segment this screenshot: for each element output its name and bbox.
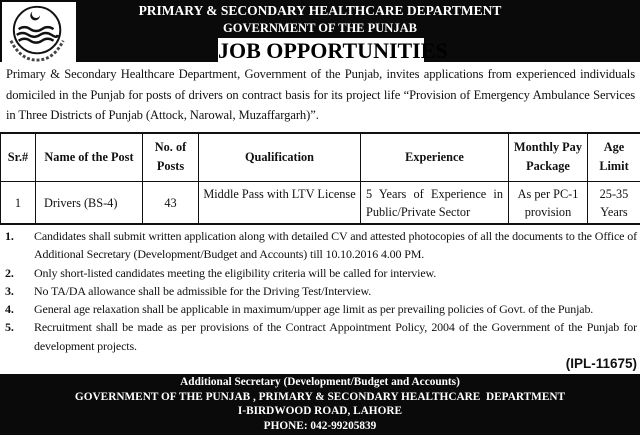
header-band [0, 0, 640, 62]
item-number: 3. [5, 282, 34, 300]
column-header: Monthly Pay Package [509, 133, 588, 182]
cell-experience: 5 Years of Experience in Public/Private Sector [361, 182, 509, 225]
footer-department: GOVERNMENT OF THE PUNJAB , PRIMARY & SECONDARY HEALTHCARE DEPARTMENT [0, 390, 640, 405]
job-table [0, 132, 640, 226]
government-name: GOVERNMENT OF THE PUNJAB [80, 20, 560, 36]
page-title: JOB OPPORTUNITIES [218, 38, 424, 62]
column-header: Name of the Post [36, 133, 143, 182]
column-header: Qualification [199, 133, 361, 182]
list-item [5, 318, 637, 355]
item-number: 4. [5, 300, 34, 318]
column-header: No. of Posts [143, 133, 199, 182]
cell-pay: As per PC-1 provision [509, 182, 588, 225]
department-name: PRIMARY & SECONDARY HEALTHCARE DEPARTMENT [80, 3, 560, 19]
column-header: Age Limit [588, 133, 640, 182]
item-number: 5. [5, 318, 34, 355]
item-text: Recruitment shall be made as per provisions of the Contract Appointment Policy, 2004 of the Government of the Punjab for development projects. [34, 318, 637, 355]
item-text: No TA/DA allowance shall be admissible for the Driving Test/Interview. [34, 282, 637, 300]
table-header-row [1, 133, 640, 182]
column-header: Experience [361, 133, 509, 182]
column-header: Sr.# [1, 133, 36, 182]
item-text: Only short-listed candidates meeting the eligibility criteria will be called for interview. [34, 264, 637, 282]
table-row [1, 182, 640, 225]
footer-phone: PHONE: 042-99205839 [0, 419, 640, 434]
footer-address: I-BIRDWOOD ROAD, LAHORE [0, 404, 640, 419]
punjab-government-logo-icon [2, 2, 76, 62]
item-text: Candidates shall submit written application along with detailed CV and attested photocopies of all the documents to the Office of Additional Secretary (Development/Budget and Accounts) till 10.10.2016 4.00 PM. [34, 227, 637, 264]
item-number: 1. [5, 227, 34, 264]
cell-age: 25-35 Years [588, 182, 640, 225]
ad-reference-code: (IPL-11675) [0, 355, 640, 372]
list-item [5, 264, 637, 282]
cell-posts: 43 [143, 182, 199, 225]
item-number: 2. [5, 264, 34, 282]
footer-contact [0, 374, 640, 435]
terms-list [0, 225, 640, 355]
list-item [5, 282, 637, 300]
cell-post: Drivers (BS-4) [36, 182, 143, 225]
footer-office: Additional Secretary (Development/Budget and Accounts) [0, 375, 640, 390]
intro-paragraph: Primary & Secondary Healthcare Department, Government of the Punjab, invites applications from experienced individuals domiciled in the Punjab for posts of drivers on contract basis for its project life “Provision of Emergency Ambulance Services in Three Districts of Punjab (Attock, Narowal, Muzaffargarh)”. [0, 62, 640, 126]
cell-qualification: Middle Pass with LTV License [199, 182, 361, 225]
cell-sr: 1 [1, 182, 36, 225]
list-item [5, 227, 637, 264]
list-item [5, 300, 637, 318]
item-text: General age relaxation shall be applicable in maximum/upper age limit as per prevailing policies of Govt. of the Punjab. [34, 300, 637, 318]
